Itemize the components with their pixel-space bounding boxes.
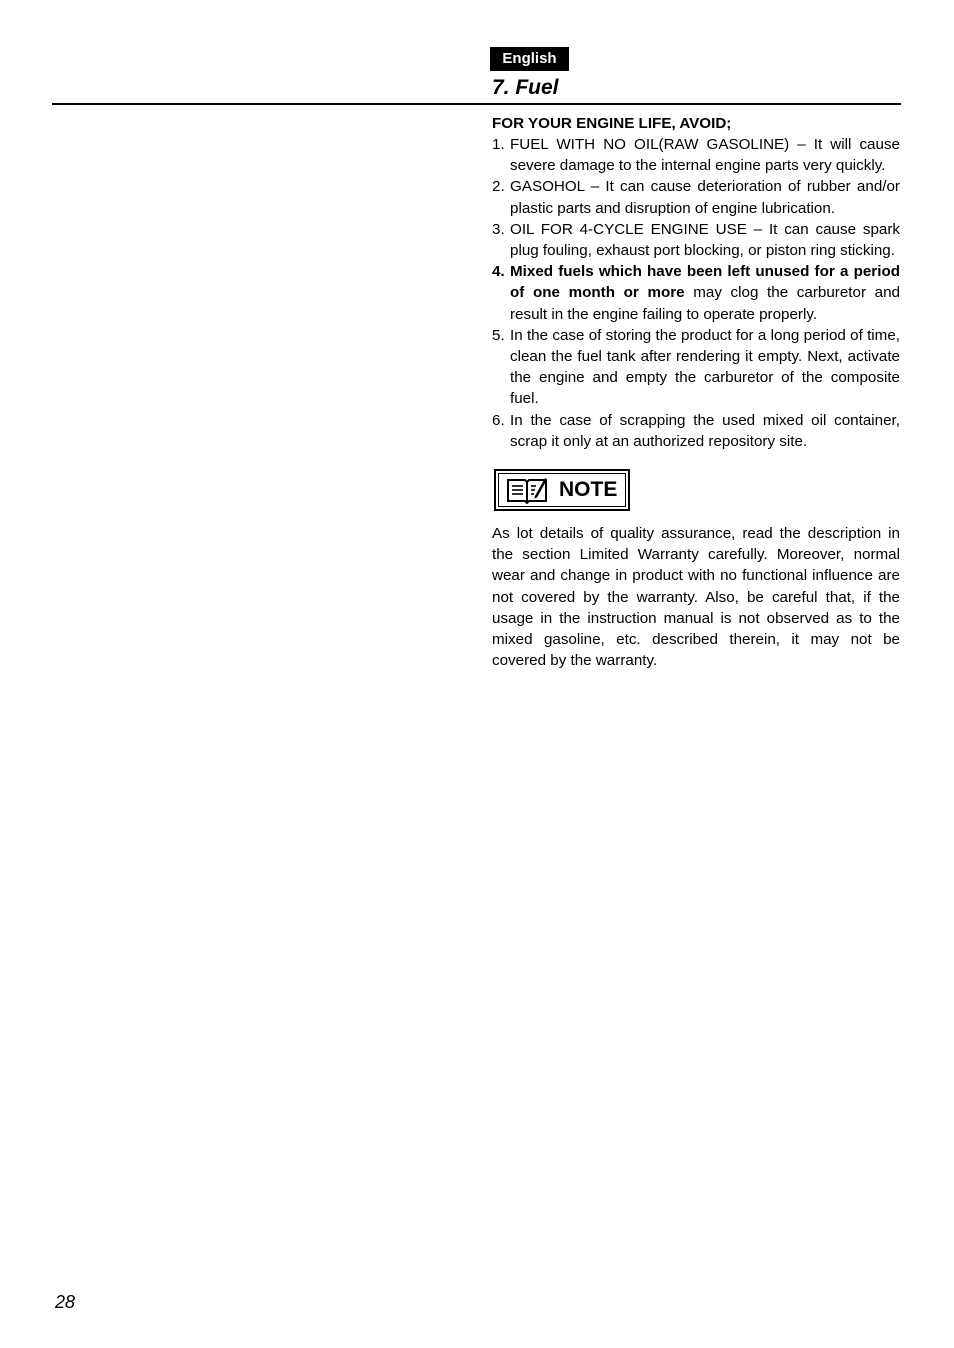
content-column	[492, 113, 900, 671]
note-text: As lot details of quality assurance, read the description in the section Limited Warranty carefully. Moreover, normal wear and change in product with no functional influence are not covered by the warranty. Also, be careful that, if the usage in the instruction manual is not observed as to the mixed gasoline, etc. described therein, it may not be covered by the warranty.	[492, 525, 900, 670]
book-pencil-icon	[506, 476, 548, 504]
list-item-text: OIL FOR 4-CYCLE ENGINE USE – It can cause spark plug fouling, exhaust port blocking, or piston ring sticking.	[510, 220, 900, 260]
list-item-text: In the case of storing the product for a long period of time, clean the fuel tank after rendering it empty. Next, activate the engine and empty the carburetor of the composite fuel.	[510, 326, 900, 408]
note-box	[494, 469, 630, 511]
list-item	[492, 325, 900, 410]
list-item-number: 2.	[492, 178, 505, 196]
list-item-number: 1.	[492, 136, 505, 153]
section-title: 7. Fuel	[492, 76, 559, 99]
list-item	[492, 261, 900, 325]
list-item	[492, 176, 900, 218]
list-item-text: FUEL WITH NO OIL(RAW GASOLINE) – It will cause severe damage to the internal engine parts very quickly.	[510, 136, 900, 175]
list-item	[492, 219, 900, 261]
list-item	[492, 134, 900, 176]
list-item-number: 3.	[492, 220, 505, 238]
note-label: NOTE	[559, 478, 618, 502]
list-item-emphasis: Mixed fuels which have been left unused for a period of one month or more	[510, 263, 900, 302]
list-item-number: 6.	[492, 411, 505, 429]
list-item-text: In the case of scrapping the used mixed oil container, scrap it only at an authorized repository site.	[510, 411, 900, 450]
list-item	[492, 410, 900, 452]
page-number: 28	[55, 1292, 76, 1312]
list-item-text: Mixed fuels which have been left unused for a period of one month or more may clog the carburetor and result in the engine failing to operate properly.	[510, 263, 900, 323]
language-badge: English	[490, 47, 569, 71]
list-item-number: 4.	[492, 263, 505, 281]
list-item-text: GASOHOL – It can cause deterioration of rubber and/or plastic parts and disruption of engine lubrication.	[510, 178, 900, 217]
list-item-number: 5.	[492, 326, 505, 344]
header-divider	[52, 103, 901, 105]
avoid-list	[492, 134, 900, 452]
avoid-heading: FOR YOUR ENGINE LIFE, AVOID;	[492, 115, 732, 132]
